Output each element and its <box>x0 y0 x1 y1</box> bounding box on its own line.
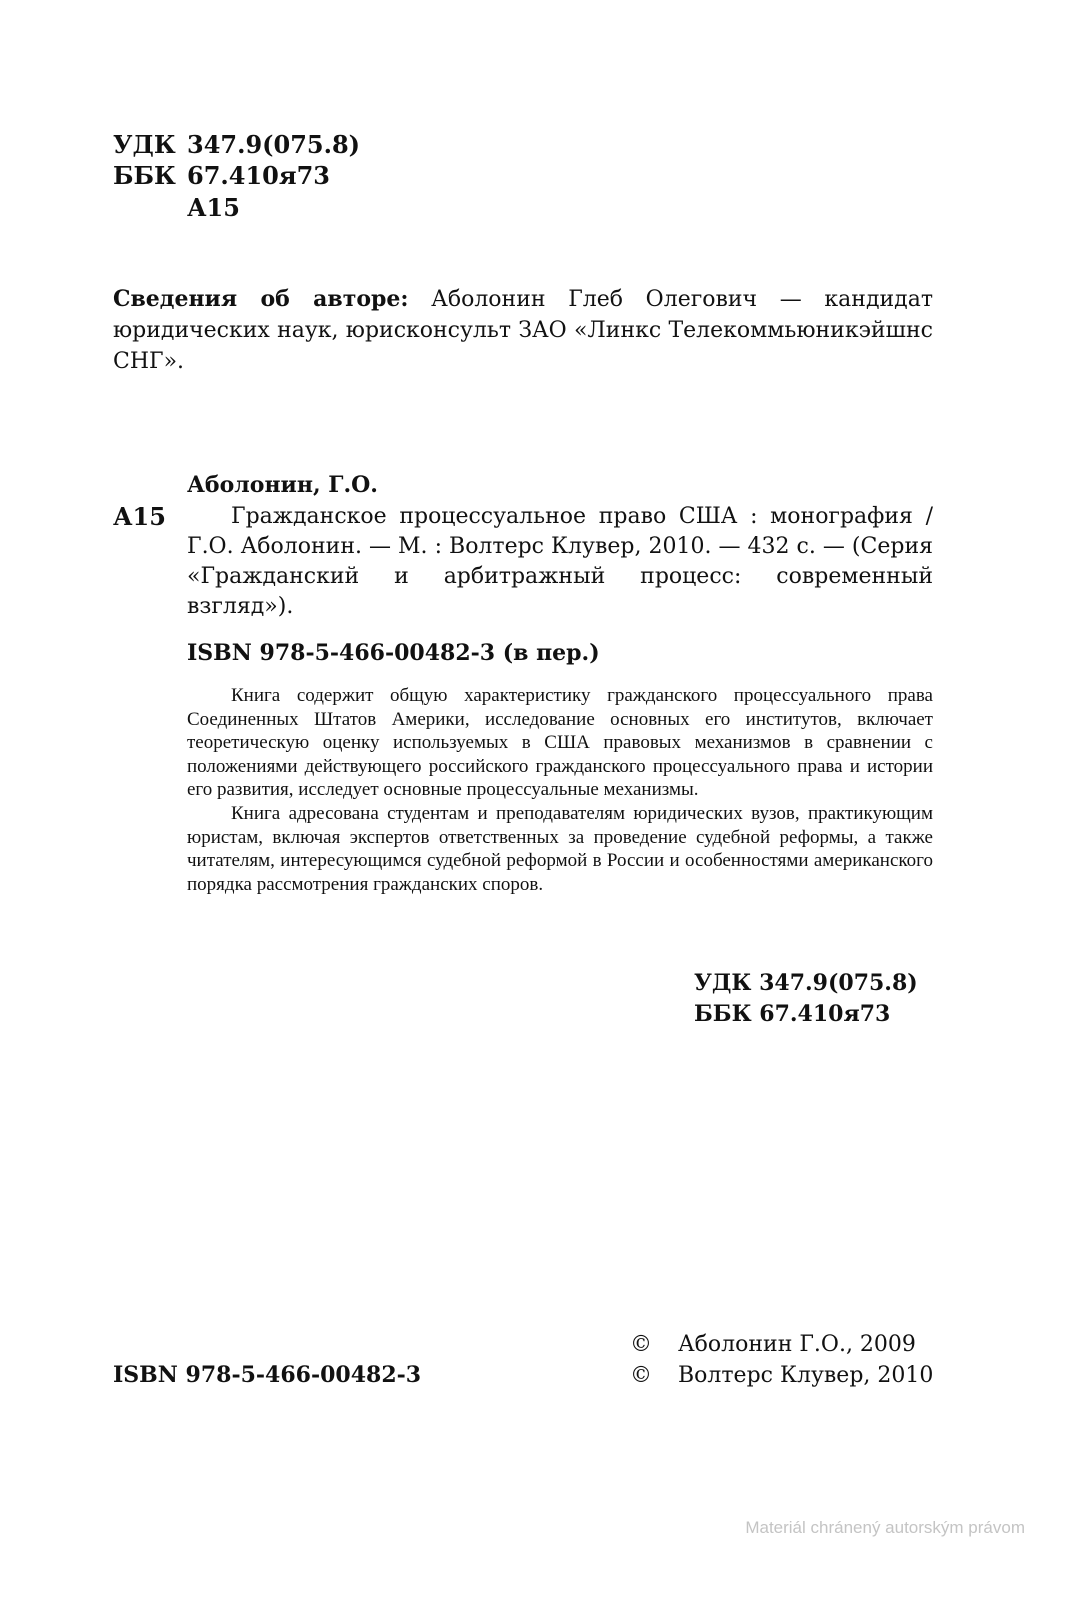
author-mark: А15 <box>187 193 240 222</box>
watermark: Materiál chránený autorským právom <box>745 1518 1025 1537</box>
author-note-label: Сведения об авторе: <box>113 286 409 312</box>
bib-description: Гражданское процессуальное право США : монография / Г.О. Аболонин. — М. : Волтерс Клувер, 2010. — 432 с. — (Серия «Гражданский и арбитражный процесс: современный взгляд»). <box>187 504 933 619</box>
copyright-text: Волтерс Клувер, 2010 <box>678 1363 934 1388</box>
bib-author: Аболонин, Г.О. <box>187 472 378 498</box>
author-note-text: Аболонин Глеб Олегович — кандидат юридических наук, юрисконсульт ЗАО «Линкс Телекоммьюникэйшнс СНГ». <box>113 287 933 374</box>
udk-label: УДК <box>113 130 176 159</box>
bbk-value: 67.410я73 <box>187 161 330 190</box>
bib-udk: УДК 347.9(075.8) <box>694 970 918 996</box>
copyright-symbol: © <box>630 1332 652 1357</box>
footer-isbn: ISBN 978-5-466-00482-3 <box>113 1362 422 1388</box>
author-note <box>113 284 933 377</box>
copyright-line <box>630 1361 933 1391</box>
udk-line <box>113 130 360 160</box>
copyright-line <box>630 1330 916 1360</box>
bib-isbn: ISBN 978-5-466-00482-3 (в пер.) <box>187 640 600 666</box>
annotation-paragraph: Книга адресована студентам и преподавателям юридических вузов, практикующим юристам, включая экспертов ответственных за проведение судебной реформы, а также читателям, интересующимся судебной реформой в России и особенностями американского порядка рассмотрения гражданских споров. <box>187 802 933 895</box>
annotation <box>187 684 933 896</box>
bbk-line <box>113 161 330 191</box>
bib-bbk: ББК 67.410я73 <box>694 1001 891 1027</box>
udk-value: 347.9(075.8) <box>187 130 361 159</box>
author-mark-line <box>113 193 240 223</box>
copyright-text: Аболонин Г.О., 2009 <box>678 1332 916 1357</box>
bbk-label: ББК <box>113 161 176 190</box>
bib-author-mark: А15 <box>113 502 166 531</box>
copyright-symbol: © <box>630 1363 652 1388</box>
annotation-paragraph: Книга содержит общую характеристику гражданского процессуального права Соединенных Штатов Америки, исследование основных его институтов, включает теоретическую оценку используемых в США правовых механизмов в сравнении с положениями действующего российского гражданского процессуального права и истории его развития, исследует основные процессуальные механизмы. <box>187 685 933 801</box>
